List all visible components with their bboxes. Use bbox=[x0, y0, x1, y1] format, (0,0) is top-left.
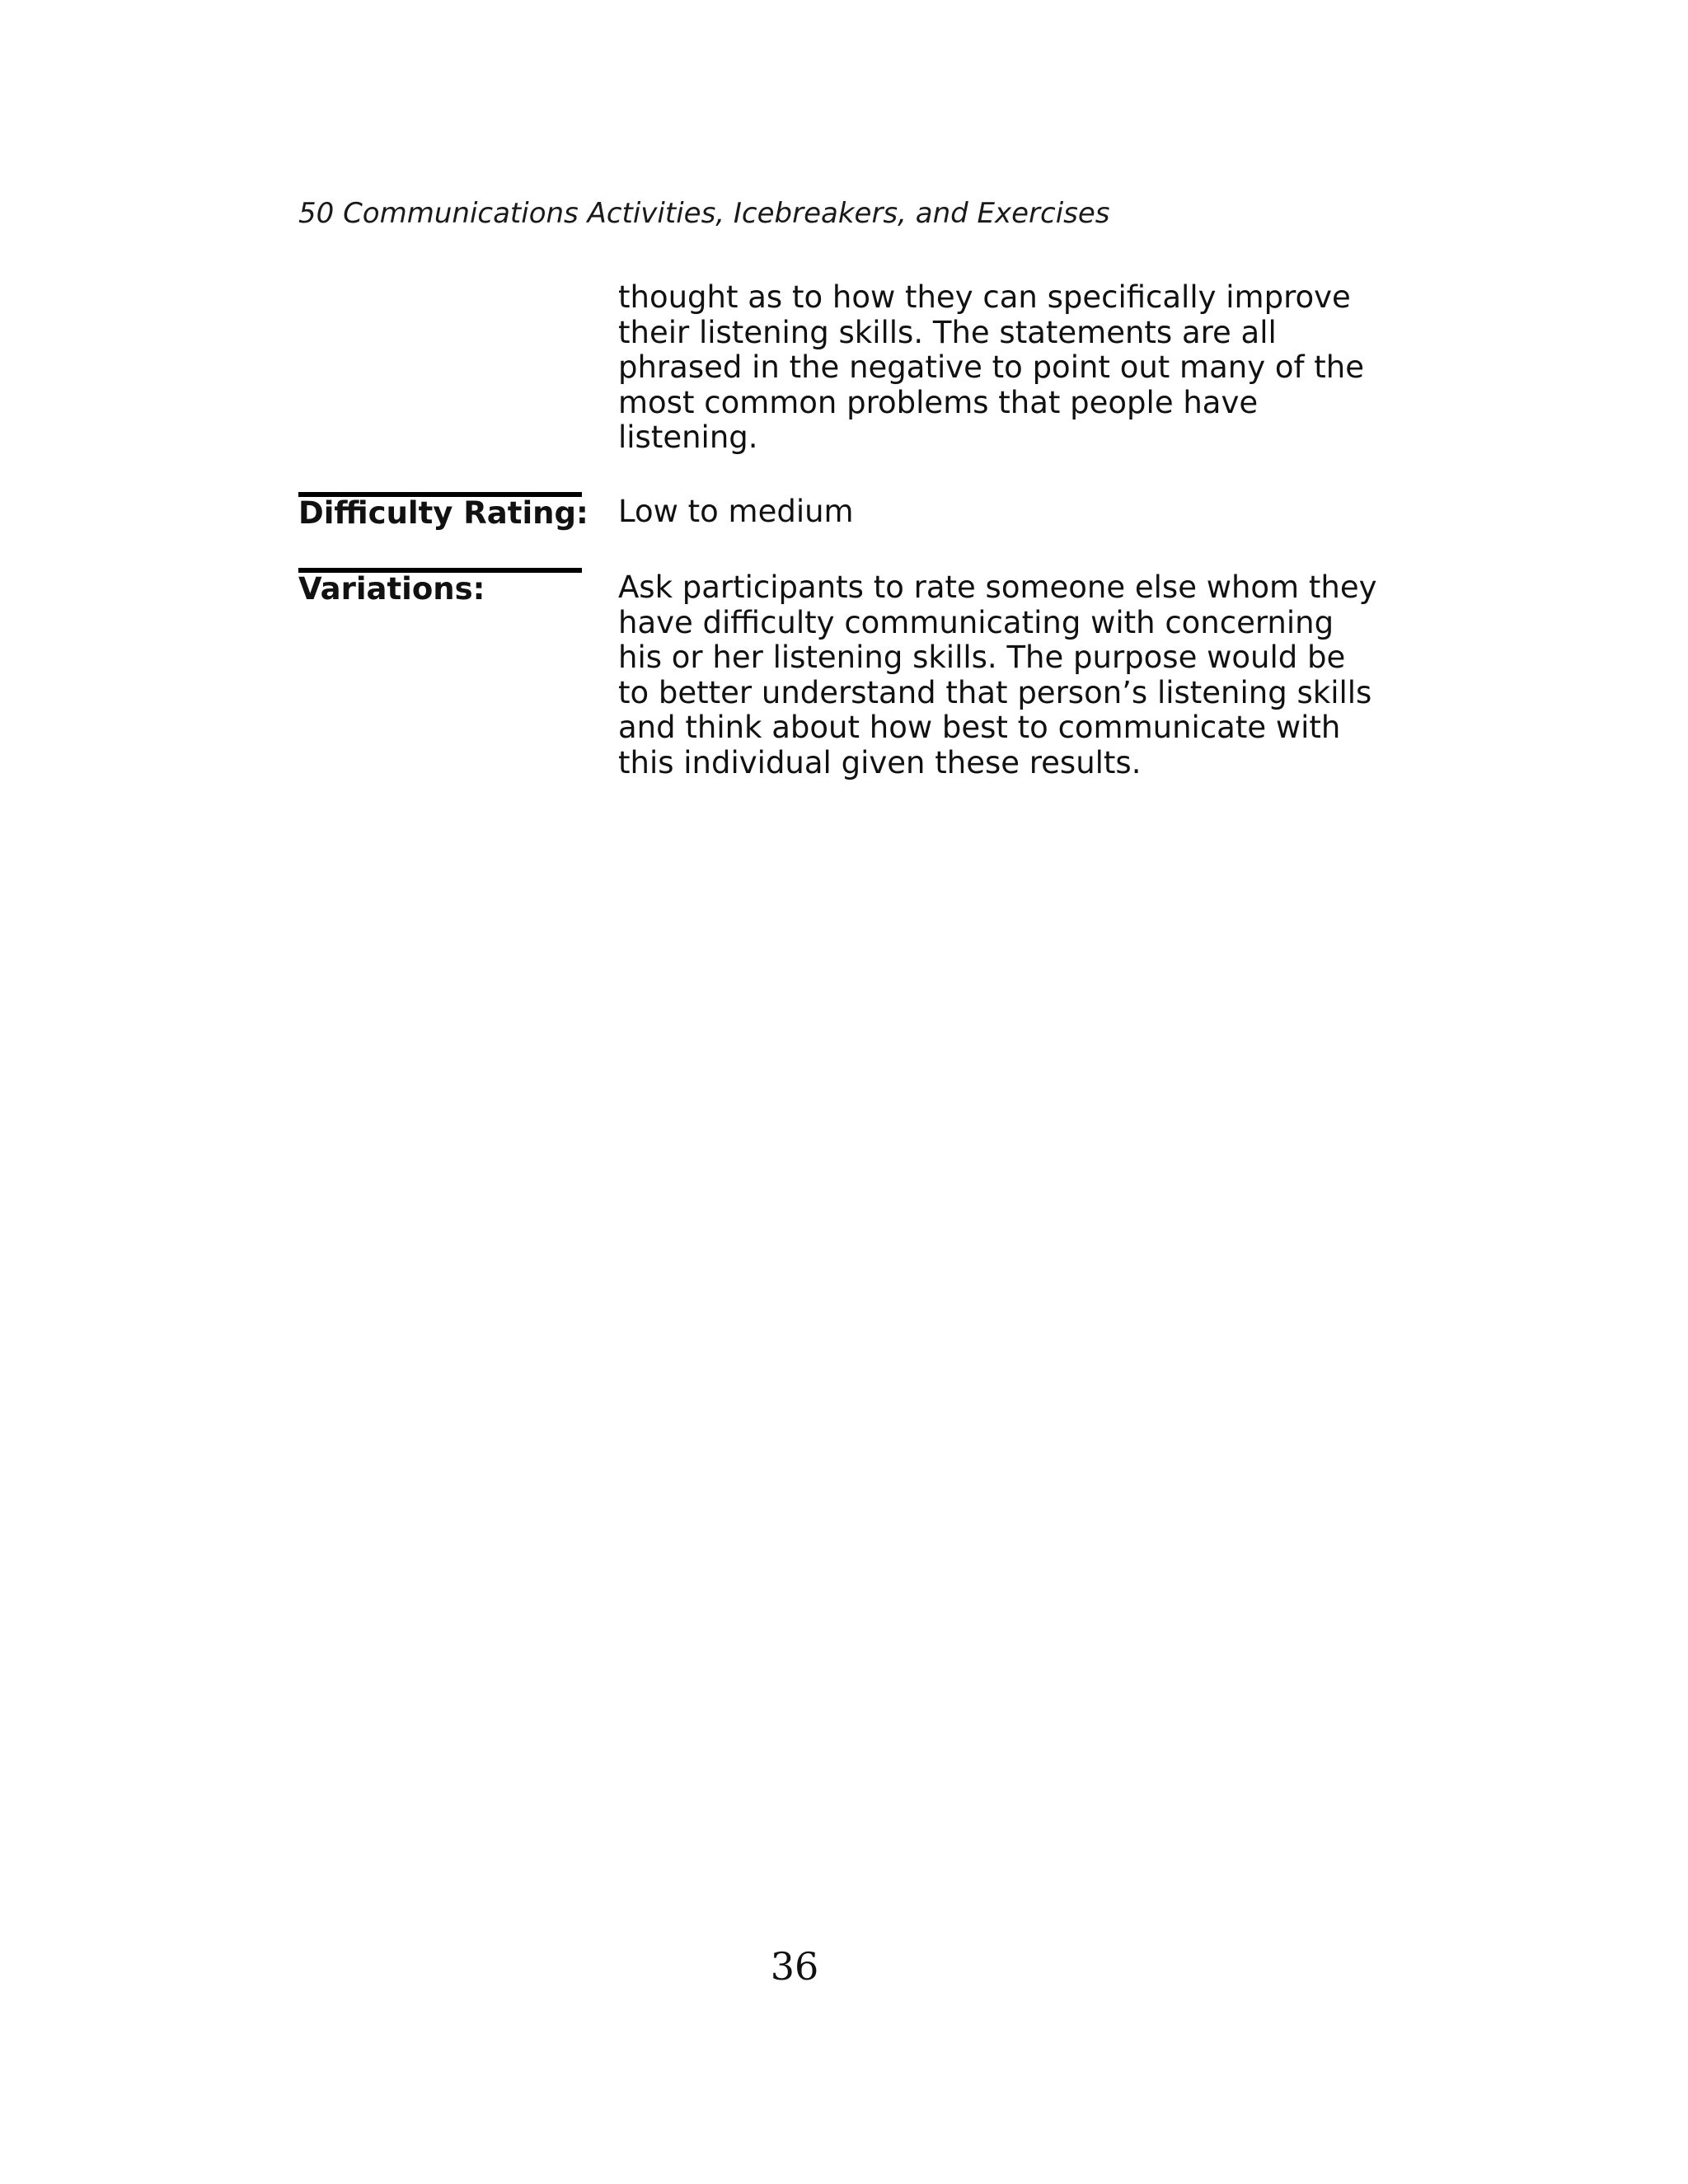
paragraph-line: most common problems that people have bbox=[618, 384, 1259, 420]
page-number: 36 bbox=[770, 1944, 819, 1989]
paragraph-line: have difficulty communicating with concerning bbox=[618, 604, 1334, 640]
paragraph-line: to better understand that person’s listening skills bbox=[618, 674, 1372, 710]
paragraph-line: thought as to how they can specifically improve bbox=[618, 279, 1351, 315]
difficulty-rating-label: Difficulty Rating: bbox=[298, 495, 588, 531]
difficulty-rating-value: Low to medium bbox=[618, 494, 854, 529]
paragraph-line: and think about how best to communicate with bbox=[618, 710, 1341, 745]
variations-label: Variations: bbox=[298, 571, 485, 607]
running-header: 50 Communications Activities, Icebreakers, and Exercises bbox=[298, 197, 1110, 230]
paragraph-line: his or her listening skills. The purpose would be bbox=[618, 640, 1346, 675]
variations-paragraph bbox=[618, 569, 1377, 780]
paragraph-line: listening. bbox=[618, 419, 758, 455]
continuation-paragraph bbox=[618, 279, 1365, 456]
paragraph-line: their listening skills. The statements are all bbox=[618, 314, 1277, 350]
paragraph-line: Ask participants to rate someone else whom they bbox=[618, 569, 1377, 605]
paragraph-line: this individual given these results. bbox=[618, 744, 1142, 780]
paragraph-line: phrased in the negative to point out many of the bbox=[618, 349, 1365, 385]
